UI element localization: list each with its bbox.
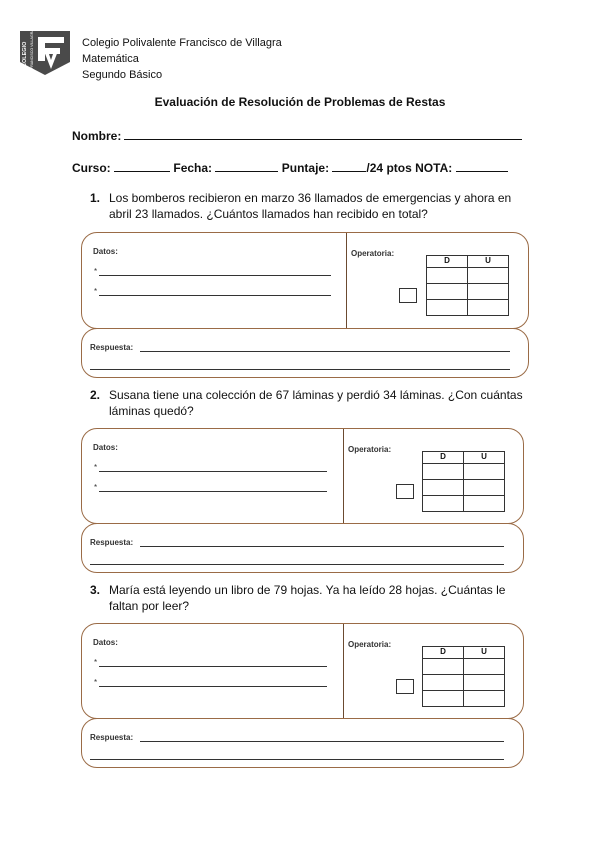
grade: Segundo Básico <box>82 69 163 81</box>
logo-subtext: FRANCISCO VILLAGRA <box>30 31 34 69</box>
datos-line-2[interactable] <box>99 295 331 296</box>
respuesta-line-1[interactable] <box>140 546 504 547</box>
datos-bullet: * <box>94 483 98 492</box>
column-u: U <box>464 647 505 659</box>
operatoria-label: Operatoria: <box>348 640 392 649</box>
fecha-field[interactable] <box>215 160 278 172</box>
problem-text: Los bomberos recibieron en marzo 36 llamados de emergencias y ahora en abril 23 llamados. ¿Cuántos llamados han recibido en total? <box>109 191 512 221</box>
datos-line-2[interactable] <box>99 686 327 687</box>
respuesta-line-2[interactable] <box>90 759 504 760</box>
datos-line-1[interactable] <box>99 471 327 472</box>
work-box-2 <box>81 428 524 524</box>
datos-bullet: * <box>94 287 98 296</box>
info-row <box>72 160 508 175</box>
nota-label: NOTA: <box>415 161 453 175</box>
problem-text: Susana tiene una colección de 67 láminas y perdió 34 láminas. ¿Con cuántas láminas quedó? <box>109 388 523 418</box>
place-value-table <box>426 255 509 316</box>
answer-box-3 <box>81 718 524 768</box>
respuesta-line-1[interactable] <box>140 351 510 352</box>
nombre-field[interactable] <box>124 128 522 140</box>
column-d: D <box>423 647 464 659</box>
page-title: Evaluación de Resolución de Problemas de Restas <box>154 95 446 109</box>
school-info <box>82 35 282 83</box>
problem-number: 1. <box>90 191 101 205</box>
answer-square[interactable] <box>396 484 414 499</box>
fecha-label: Fecha: <box>173 161 213 175</box>
problem-3 <box>90 582 530 614</box>
respuesta-label: Respuesta: <box>90 538 134 547</box>
answer-square[interactable] <box>396 679 414 694</box>
nota-field[interactable] <box>456 160 508 172</box>
datos-label: Datos: <box>93 638 118 647</box>
work-box-1 <box>81 232 529 329</box>
column-d: D <box>427 256 468 268</box>
nombre-label: Nombre: <box>72 129 122 143</box>
datos-line-1[interactable] <box>99 666 327 667</box>
answer-box-2 <box>81 523 524 573</box>
datos-bullet: * <box>94 463 98 472</box>
operatoria-label: Operatoria: <box>348 445 392 454</box>
subject: Matemática <box>82 53 139 65</box>
problem-2 <box>90 387 530 419</box>
datos-label: Datos: <box>93 247 118 256</box>
respuesta-line-2[interactable] <box>90 564 504 565</box>
column-d: D <box>423 452 464 464</box>
respuesta-label: Respuesta: <box>90 343 134 352</box>
nombre-row <box>72 128 522 143</box>
datos-line-2[interactable] <box>99 491 327 492</box>
datos-bullet: * <box>94 658 98 667</box>
answer-box-1 <box>81 328 529 378</box>
box-divider <box>343 624 344 718</box>
box-divider <box>346 233 347 328</box>
school-name: Colegio Polivalente Francisco de Villagra <box>82 37 282 49</box>
respuesta-label: Respuesta: <box>90 733 134 742</box>
box-divider <box>343 429 344 523</box>
respuesta-line-2[interactable] <box>90 369 510 370</box>
curso-field[interactable] <box>114 160 170 172</box>
puntaje-field[interactable] <box>332 160 366 172</box>
problem-number: 3. <box>90 583 101 597</box>
puntaje-label: Puntaje: <box>281 161 330 175</box>
problem-text: María está leyendo un libro de 79 hojas. Ya ha leído 28 hojas. ¿Cuántas le faltan por leer? <box>109 583 506 613</box>
place-value-table <box>422 646 505 707</box>
answer-square[interactable] <box>399 288 417 303</box>
problem-number: 2. <box>90 388 101 402</box>
column-u: U <box>464 452 505 464</box>
column-u: U <box>468 256 509 268</box>
datos-label: Datos: <box>93 443 118 452</box>
school-logo <box>20 31 70 75</box>
curso-label: Curso: <box>72 161 111 175</box>
logo-text: COLEGIO <box>22 41 28 67</box>
puntaje-total: /24 ptos <box>366 161 412 175</box>
datos-line-1[interactable] <box>99 275 331 276</box>
problem-1 <box>90 190 530 222</box>
datos-bullet: * <box>94 678 98 687</box>
datos-bullet: * <box>94 267 98 276</box>
work-box-3 <box>81 623 524 719</box>
place-value-table <box>422 451 505 512</box>
respuesta-line-1[interactable] <box>140 741 504 742</box>
operatoria-label: Operatoria: <box>351 249 395 258</box>
